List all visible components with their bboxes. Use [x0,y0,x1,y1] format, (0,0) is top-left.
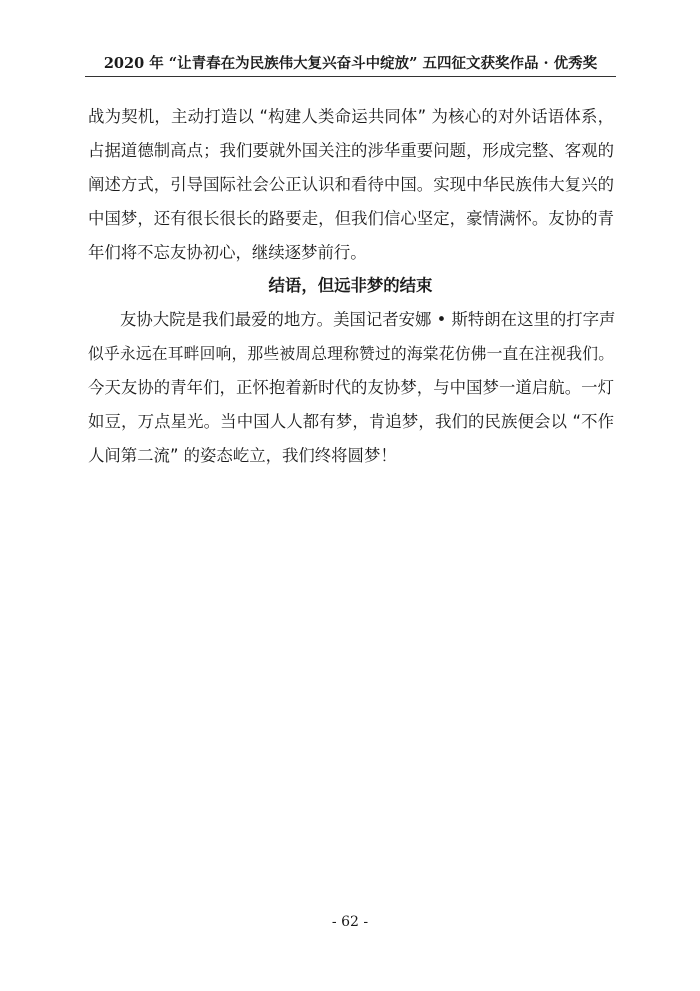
paragraph-line: 年们将不忘友协初心，继续逐梦前行。 [88,243,367,262]
header-rule [85,76,616,77]
paragraph-line: 今天友协的青年们，正怀抱着新时代的友协梦，与中国梦一道启航。一灯 [88,378,614,397]
paragraph-line: 阐述方式，引导国际社会公正认识和看待中国。实现中华民族伟大复兴的 [88,175,614,194]
paragraph-line: 友协大院是我们最爱的地方。美国记者安娜 • 斯特朗在这里的打字声 [120,310,616,329]
paragraph-line: 中国梦，还有很长很长的路要走，但我们信心坚定，豪情满怀。友协的青 [88,209,614,228]
paragraph-line: 人间第二流” 的姿态屹立，我们终将圆梦！ [88,446,397,465]
page-number: - 62 - [331,914,369,930]
paragraph-line: 战为契机，主动打造以 “构建人类命运共同体” 为核心的对外话语体系， [88,107,614,126]
paragraph-line: 占据道德制高点；我们要就外国关注的涉华重要问题，形成完整、客观的 [88,141,614,160]
paragraph-line: 如豆，万点星光。当中国人人都有梦，肯追梦，我们的民族便会以 “不作 [88,412,614,431]
section-title: 结语，但远非梦的结束 [268,276,433,295]
paragraph-line: 似乎永远在耳畔回响，那些被周总理称赞过的海棠花仿佛一直在注视我们。 [88,344,614,363]
running-header: 2020 年 “让青春在为民族伟大复兴奋斗中绽放” 五四征文获奖作品 · 优秀奖 [103,55,598,72]
